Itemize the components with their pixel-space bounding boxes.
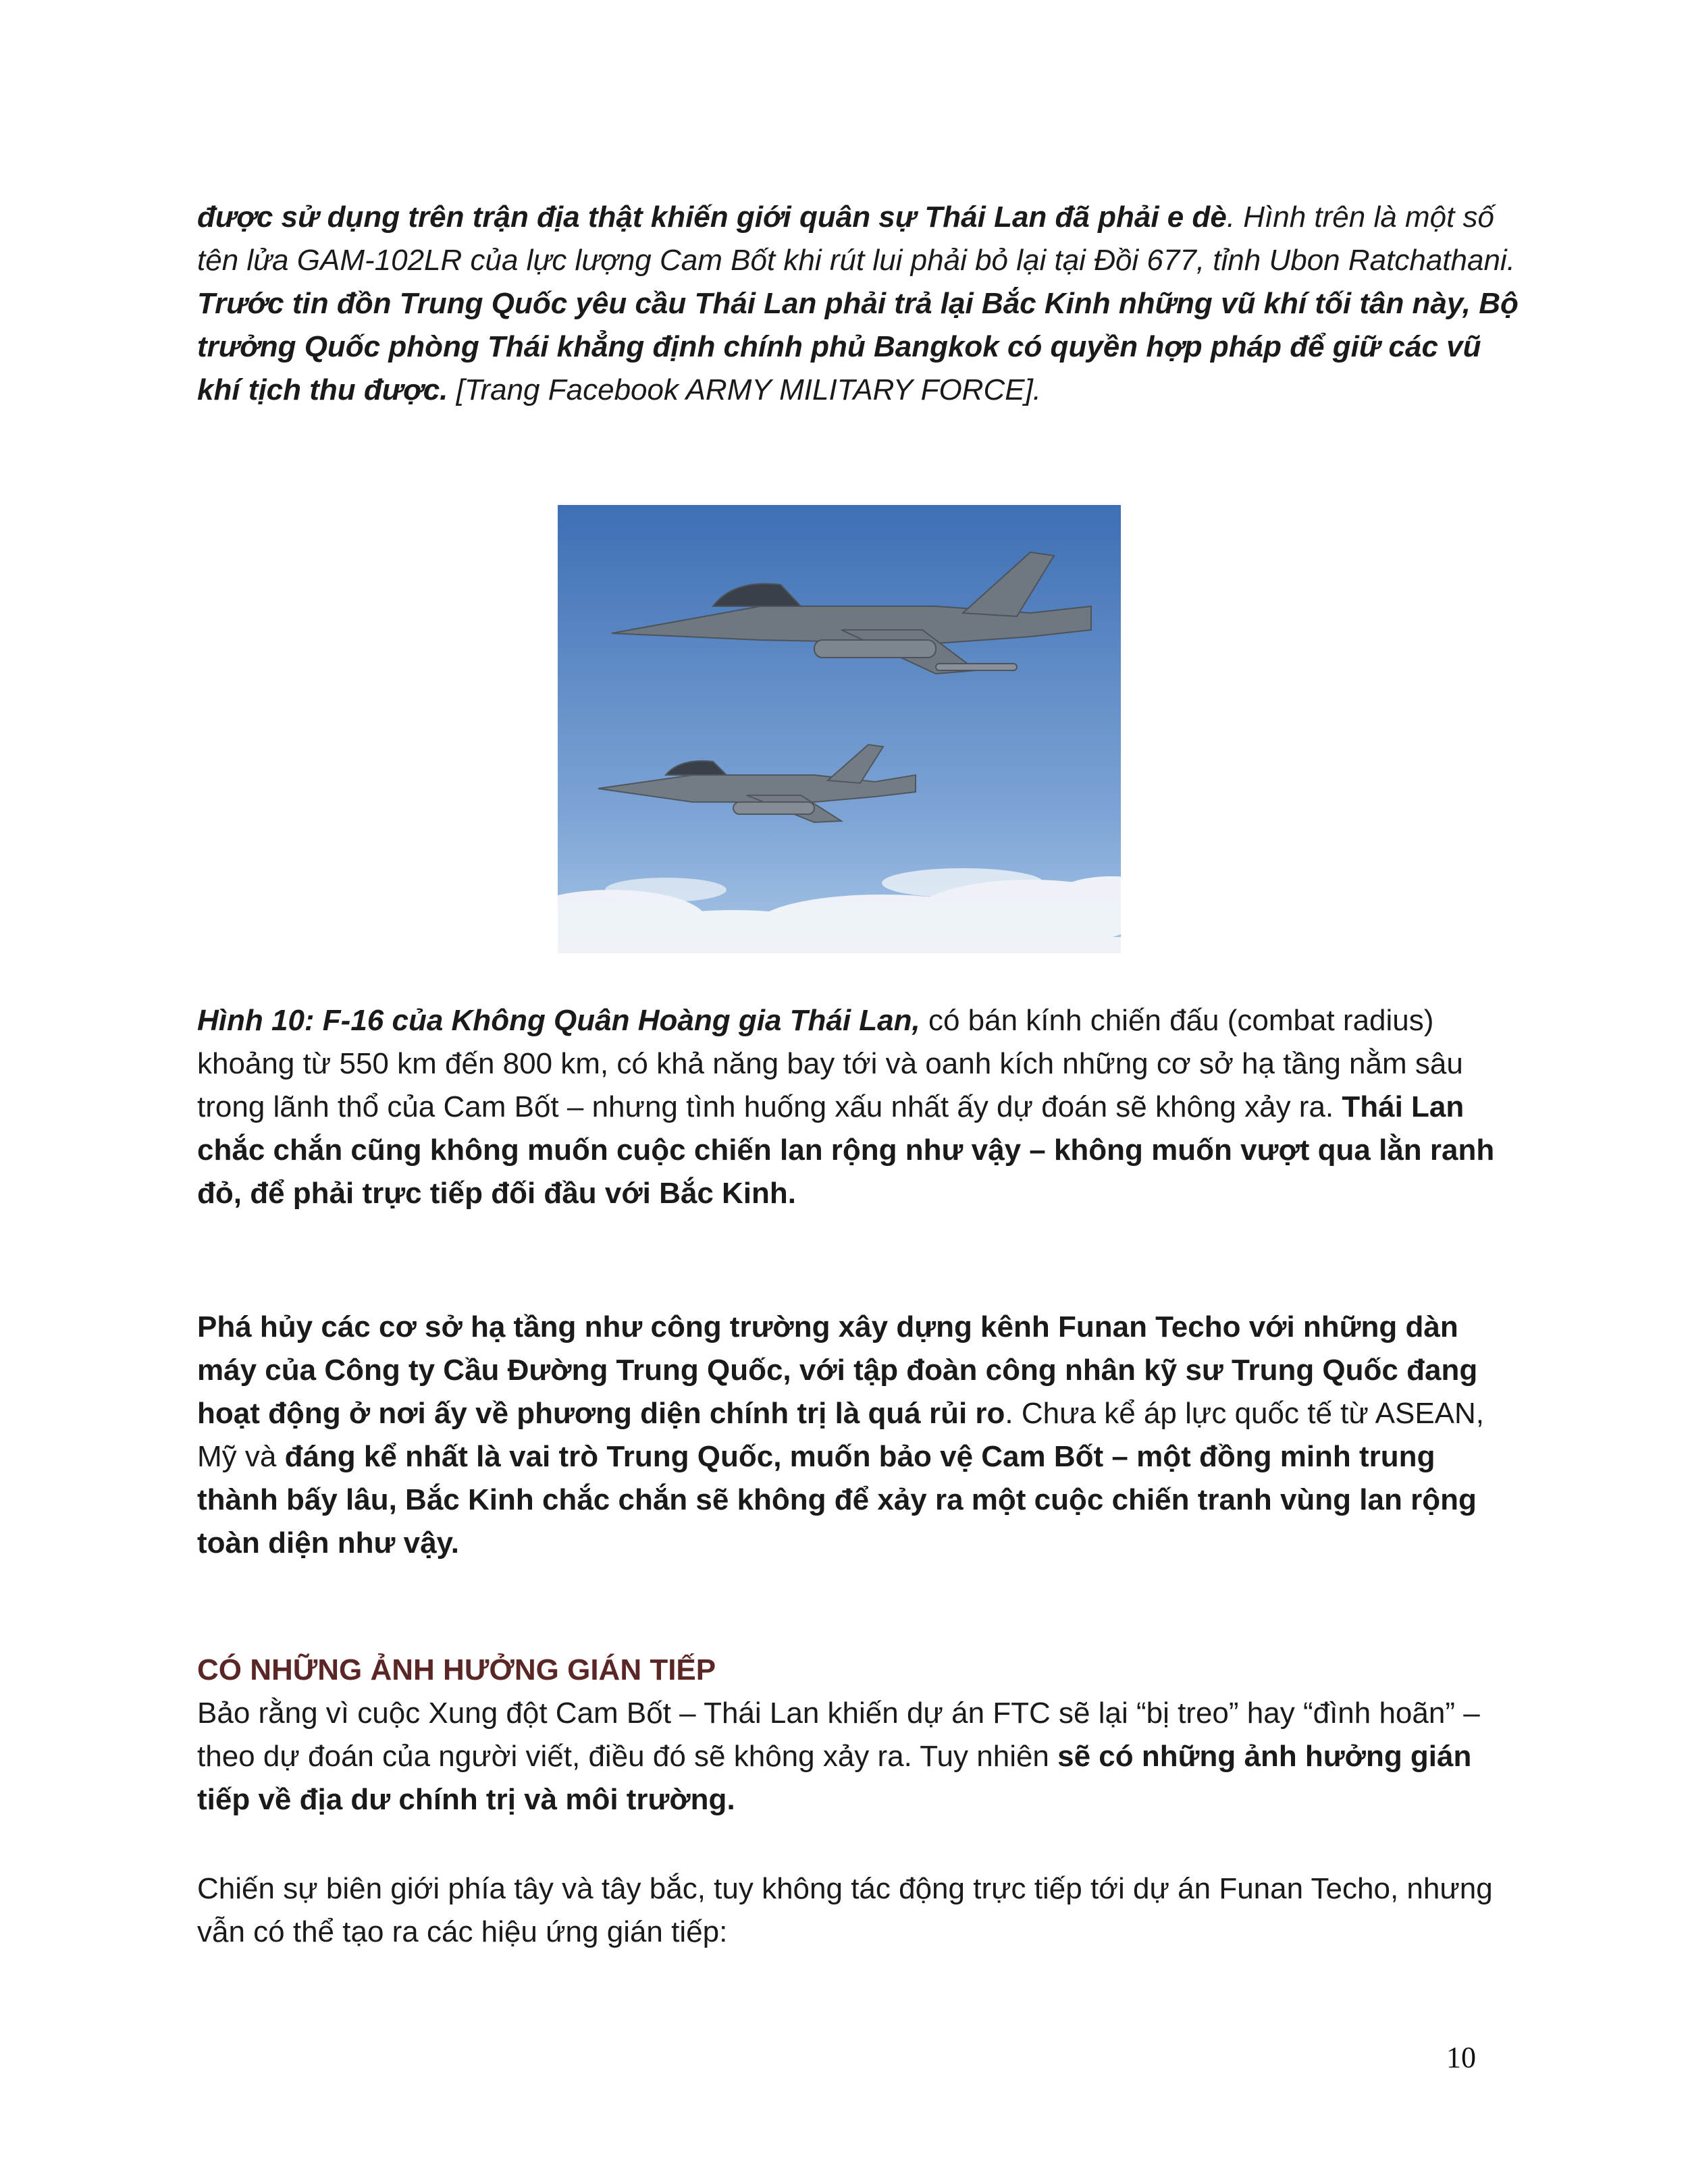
f16-jets-photo xyxy=(558,505,1121,953)
section-heading: CÓ NHỮNG ẢNH HƯỞNG GIÁN TIẾP xyxy=(197,1653,716,1686)
body-text: Bảo rằng vì cuộc Xung đột Cam Bốt – Thái Lan khiến dự án FTC sẽ lại “bị treo” hay “đình hoãn” – theo dự đoán của người viết, điều đó sẽ không xảy ra. Tuy nhiên xyxy=(197,1697,1480,1773)
emphasis-text: sẽ có những ảnh hưởng gián tiếp về địa dư chính trị và môi trường. xyxy=(197,1740,1472,1816)
source-citation: [Trang Facebook ARMY MILITARY FORCE]. xyxy=(448,373,1042,406)
body-paragraph-border xyxy=(197,1867,1521,1954)
emphasis-text: đáng kể nhất là vai trò Trung Quốc, muốn bảo vệ Cam Bốt – một đồng minh trung thành bấy lâu, Bắc Kinh chắc chắn sẽ không để xảy ra một cuộc chiến tranh vùng lan rộng toàn diện như vậy. xyxy=(197,1440,1477,1560)
emphasis-text: Trước tin đồn Trung Quốc yêu cầu Thái Lan phải trả lại Bắc Kinh những vũ khí tối tân này, Bộ trưởng Quốc phòng Thái khẳng định chính phủ Bangkok có quyền hợp pháp để giữ các vũ khí tịch thu được. xyxy=(197,287,1519,406)
body-paragraph-indirect-effects xyxy=(197,1692,1521,1821)
body-paragraph-missiles xyxy=(197,196,1521,412)
caption-body: có bán kính chiến đấu (combat radius) khoảng từ 550 km đến 800 km, có khả năng bay tới và oanh kích những cơ sở hạ tầng nằm sâu trong lãnh thổ của Cam Bốt – nhưng tình huống xấu nhất ấy dự đoán sẽ không xảy ra. xyxy=(197,1004,1463,1123)
body-text: . Chưa kể áp lực quốc tế từ ASEAN, Mỹ và xyxy=(197,1397,1485,1473)
emphasis-text: được sử dụng trên trận địa thật khiến giới quân sự Thái Lan đã phải e dè xyxy=(197,201,1227,234)
emphasis-text: Phá hủy các cơ sở hạ tầng như công trường xây dựng kênh Funan Techo với những dàn máy của Công ty Cầu Đường Trung Quốc, với tập đoàn công nhân kỹ sư Trung Quốc đang hoạt động ở nơi ấy về phương diện chính trị là quá rủi ro xyxy=(197,1310,1478,1430)
caption-title: Hình 10: F-16 của Không Quân Hoàng gia Thái Lan, xyxy=(197,1004,920,1037)
body-paragraph-infrastructure xyxy=(197,1306,1521,1565)
emphasis-text: Thái Lan chắc chắn cũng không muốn cuộc chiến lan rộng như vậy – không muốn vượt qua lằn ranh đỏ, để phải trực tiếp đối đầu với Bắc Kinh. xyxy=(197,1090,1495,1210)
body-text: Chiến sự biên giới phía tây và tây bắc, tuy không tác động trực tiếp tới dự án Funan Techo, nhưng vẫn có thể tạo ra các hiệu ứng gián tiếp: xyxy=(197,1872,1493,1948)
page-number: 10 xyxy=(1446,2041,1476,2074)
figure-caption xyxy=(197,999,1521,1215)
body-text: . Hình trên là một số tên lửa GAM-102LR của lực lượng Cam Bốt khi rút lui phải bỏ lại tại Đồi 677, tỉnh Ubon Ratchathani. xyxy=(197,201,1515,277)
